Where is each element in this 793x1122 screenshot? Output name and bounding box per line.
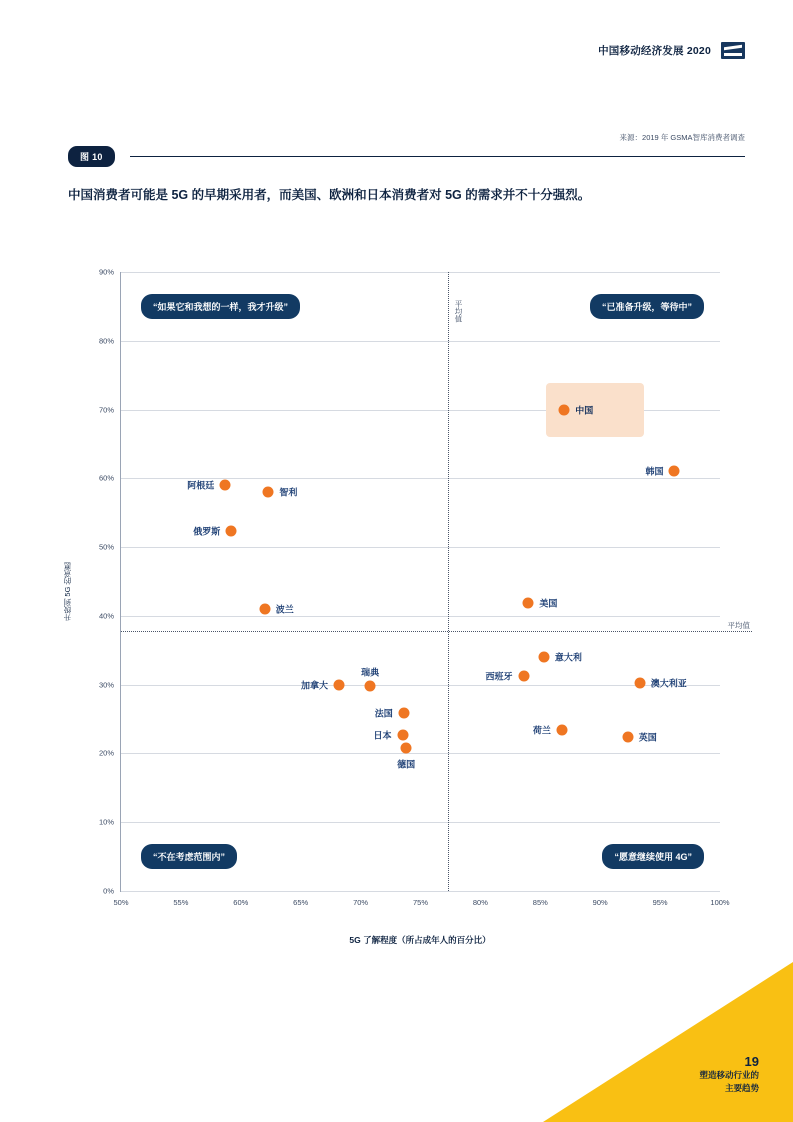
x-tick-label: 75% [412,898,429,907]
x-tick-label: 85% [532,898,548,907]
x-axis-title: 5G 了解程度（所占成年人的百分比） [349,935,491,945]
scatter-point-label: 日本 [373,730,392,741]
scatter-point[interactable] [334,679,345,690]
scatter-point[interactable] [226,526,237,537]
scatter-point[interactable] [397,729,408,740]
footer-text [699,1054,759,1094]
figure-headline: 中国消费者可能是 5G 的早期采用者，而美国、欧洲和日本消费者对 5G 的需求并不十分强烈。 [68,188,591,202]
scatter-point[interactable] [634,678,645,689]
vertical-average-label: 平均值 [454,300,464,323]
quadrant-label-top-right: “已准备升级，等待中” [590,294,704,319]
y-tick-label: 60% [98,473,114,483]
scatter-point-label: 波兰 [275,604,294,615]
scatter-point-label: 荷兰 [532,725,551,736]
chart-container [63,262,750,952]
page-number: 19 [744,1053,759,1069]
source-note: 来源：2019 年 GSMA智库消费者调查 [619,133,745,142]
footer-line-1: 塑造移动行业的 [699,1070,759,1081]
scatter-point[interactable] [556,725,567,736]
x-tick-label: 50% [113,898,129,907]
scatter-point-label: 法国 [374,708,393,719]
quadrant-label-bottom-left: “不在考虑范围内” [141,844,237,869]
scatter-point-label: 中国 [575,405,594,416]
y-gridline [98,267,720,277]
y-tick-label: 50% [98,542,114,552]
scatter-point-label: 瑞典 [361,667,380,678]
x-tick-label: 95% [652,898,668,907]
document-title: 中国移动经济发展 2020 [598,45,711,57]
horizontal-average-label: 平均值 [727,621,750,631]
figure-header [68,133,745,166]
y-axis-title: 升级到 5G 的意愿 [63,562,72,622]
gsma-logo-icon [721,42,745,59]
quadrant-label-bottom-right: “愿意继续使用 4G” [602,844,704,869]
scatter-point[interactable] [669,466,680,477]
scatter-point[interactable] [538,652,549,663]
quadrant-label-top-left: “如果它和我想的一样，我才升级” [141,294,300,319]
footer-line-2: 主要趋势 [724,1082,759,1093]
scatter-point[interactable] [365,681,376,692]
y-tick-label: 80% [98,336,114,346]
scatter-point-label: 澳大利亚 [650,678,687,689]
y-tick-label: 40% [98,611,114,621]
scatter-point-label: 阿根廷 [187,480,215,491]
scatter-point[interactable] [401,742,412,753]
x-tick-label: 65% [293,898,309,907]
scatter-point-label: 英国 [638,732,657,743]
y-tick-label: 30% [98,680,114,690]
figure-rule [130,156,745,157]
scatter-plot-area [98,267,750,907]
x-tick-label: 70% [353,898,369,907]
x-tick-label: 90% [592,898,608,907]
scatter-point[interactable] [518,670,529,681]
scatter-point-label: 俄罗斯 [193,526,221,537]
figure-badge: 图 10 [68,146,115,167]
vertical-average-line [448,272,449,891]
scatter-point[interactable] [559,404,570,415]
scatter-point[interactable] [263,487,274,498]
scatter-point[interactable] [220,479,231,490]
y-gridline [98,336,720,346]
y-gridline [98,542,720,552]
scatter-point-label: 德国 [397,759,416,770]
scatter-point-label: 加拿大 [301,680,329,691]
scatter-point[interactable] [398,707,409,718]
scatter-point[interactable] [259,604,270,615]
scatter-point-label: 意大利 [554,652,582,663]
y-gridline [103,886,720,896]
scatter-point[interactable] [523,597,534,608]
horizontal-average-line [121,631,752,632]
y-tick-label: 20% [98,748,114,758]
scatter-point-label: 西班牙 [485,671,513,682]
y-tick-label: 10% [98,817,114,827]
y-gridline [98,748,720,758]
page-header [598,42,745,59]
y-tick-label: 0% [103,886,114,896]
x-tick-label: 55% [173,898,189,907]
y-gridline [98,611,720,621]
y-tick-label: 70% [98,405,114,415]
scatter-point[interactable] [622,731,633,742]
scatter-point-label: 美国 [539,598,558,609]
x-tick-label: 60% [233,898,249,907]
footer-wedge [543,962,793,1122]
scatter-point-label: 韩国 [645,466,664,477]
y-gridline [98,817,720,827]
x-tick-label: 80% [472,898,488,907]
y-tick-label: 90% [98,267,114,277]
scatter-point-label: 智利 [279,487,298,498]
x-tick-label: 100% [710,898,730,907]
